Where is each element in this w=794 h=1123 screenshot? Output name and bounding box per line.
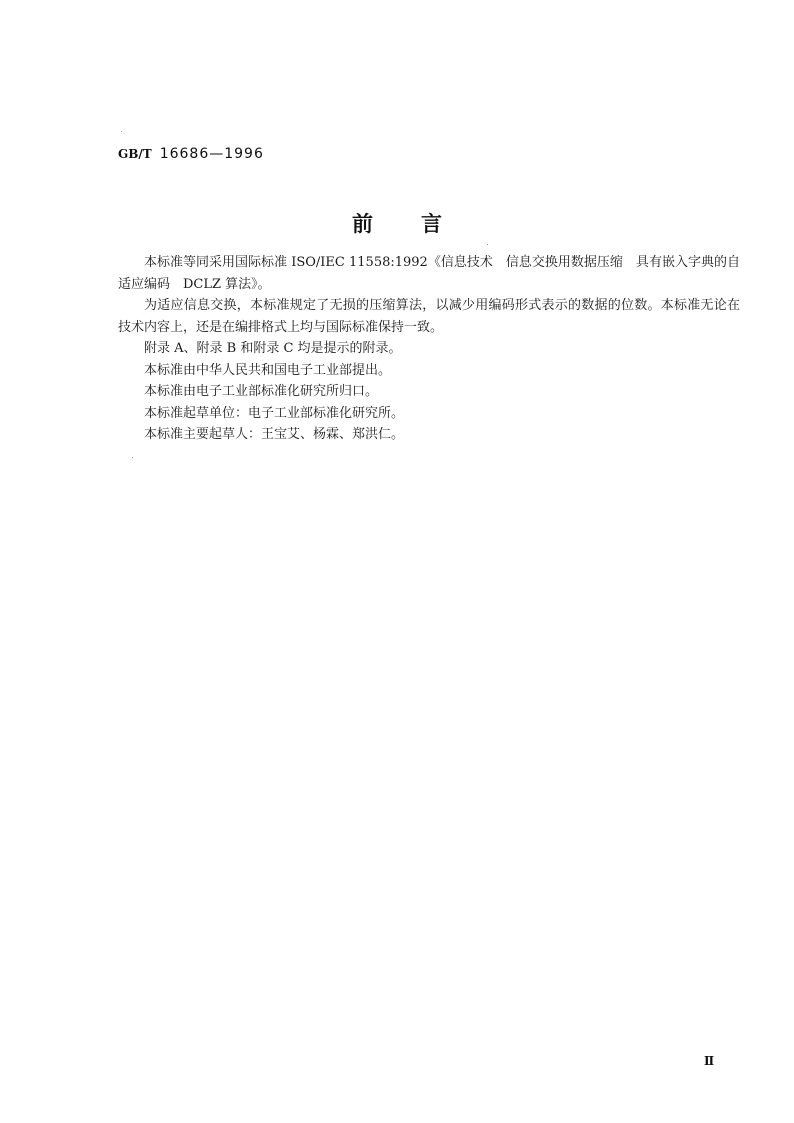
foreword-body [118,252,740,446]
page-title: 前言 [352,211,490,236]
scan-speck [132,457,133,458]
paragraph-drafting-unit: 本标准起草单位：电子工业部标准化研究所。 [144,405,405,421]
paragraph-managed-by: 本标准由电子工业部标准化研究所归口。 [144,384,379,399]
paragraph-adoption: 本标准等同采用国际标准 ISO/IEC 11558:1992《信息技术 信息交换用数据压缩 具有嵌入字典的自适应编码 DCLZ 算法》。 [118,255,740,292]
standard-number: 16686—1996 [159,146,264,162]
paragraph-proposed-by: 本标准由中华人民共和国电子工业部提出。 [144,362,392,378]
page-number: Ⅱ [704,1054,715,1068]
scan-speck [121,131,122,132]
paragraph-drafters: 本标准主要起草人：王宝艾、杨霖、郑洪仁。 [144,427,405,442]
standard-code [118,146,264,162]
paragraph-purpose: 为适应信息交换，本标准规定了无损的压缩算法，以减少用编码形式表示的数据的位数。本标准无论在技术内容上，还是在编排格式上均与国际标准保持一致。 [118,298,740,335]
standard-prefix: GB/T [118,147,152,161]
scan-speck [487,244,488,245]
paragraph-annexes: 附录 A、附录 B 和附录 C 均是提示的附录。 [144,341,402,356]
